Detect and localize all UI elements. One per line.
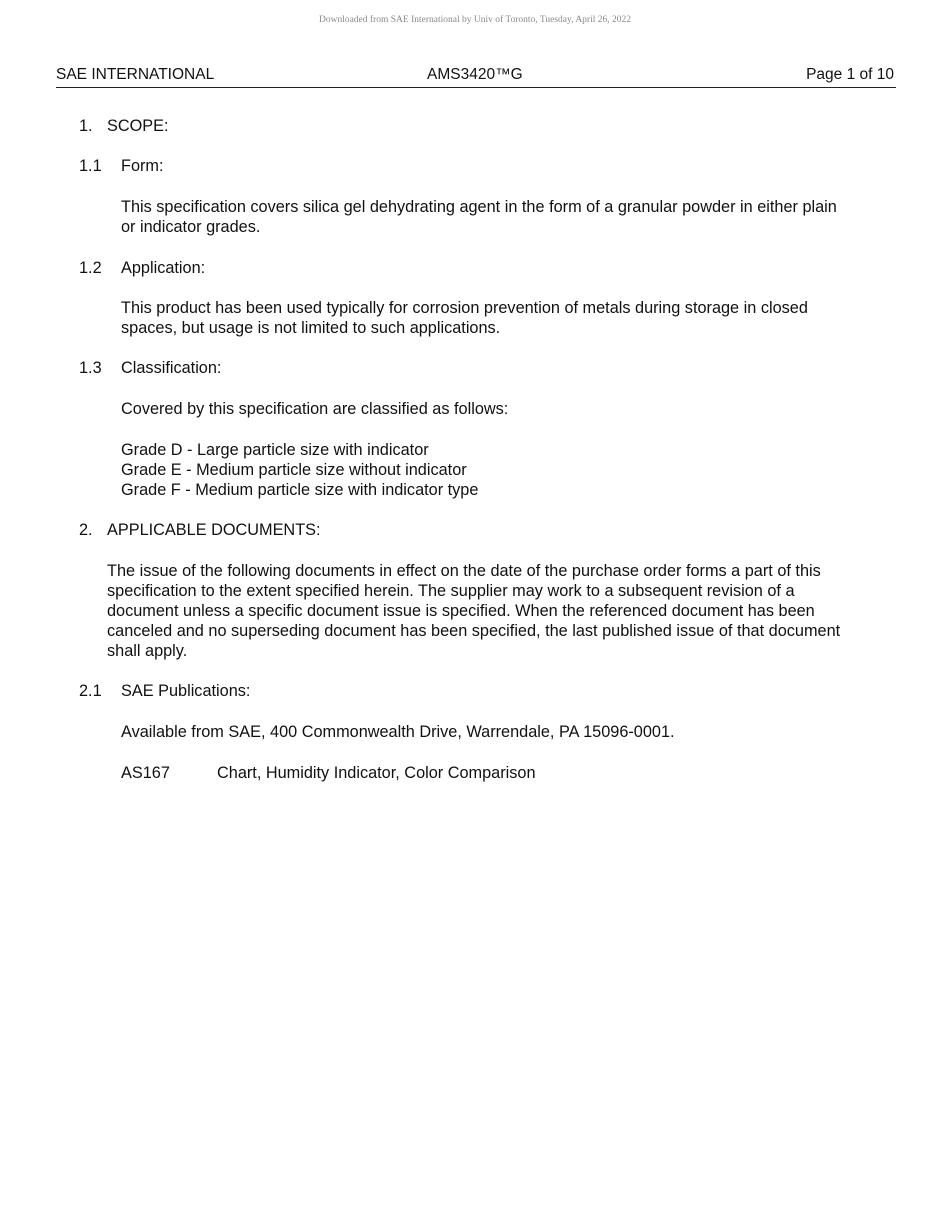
reference-code: AS167 [121,764,170,782]
section-2-1-availability: Available from SAE, 400 Commonwealth Drive, Warrendale, PA 15096-0001. [121,723,675,741]
header-organization: SAE INTERNATIONAL [56,66,215,83]
section-1-3-number: 1.3 [79,359,102,377]
section-2-text-line: canceled and no superseding document has been specified, the last published issue of that document [107,622,841,640]
section-1-2-number: 1.2 [79,259,102,277]
download-watermark: Downloaded from SAE International by Univ of Toronto, Tuesday, April 26, 2022 [318,15,631,25]
section-1-1-number: 1.1 [79,157,102,175]
section-1-1-title: Form: [121,157,164,175]
section-1-3-intro: Covered by this specification are classified as follows: [121,400,509,418]
section-2-number: 2. [79,521,93,539]
page-header [56,66,896,88]
section-1-1-text-line1: This specification covers silica gel dehydrating agent in the form of a granular powder in either plain [121,198,837,216]
grade-list-item: Grade E - Medium particle size without indicator [121,461,467,479]
section-1-3-title: Classification: [121,359,222,377]
section-1-title: SCOPE: [107,117,169,135]
grade-list-item: Grade D - Large particle size with indicator [121,441,429,459]
header-document-id: AMS3420™G [427,66,523,83]
reference-title: Chart, Humidity Indicator, Color Comparison [217,764,536,782]
section-2-text-line: specification to the extent specified herein. The supplier may work to a subsequent revision of a [107,582,795,600]
grade-list-item: Grade F - Medium particle size with indicator type [121,481,479,499]
header-page-number: Page 1 of 10 [806,66,894,83]
section-1-2-text-line1: This product has been used typically for corrosion prevention of metals during storage in closed [121,299,808,317]
section-1-1-text-line2: or indicator grades. [121,218,261,236]
section-2-text-line: The issue of the following documents in effect on the date of the purchase order forms a part of this [107,562,821,580]
section-2-text-line: document unless a specific document issue is specified. When the referenced document has been [107,602,815,620]
section-1-number: 1. [79,117,93,135]
section-2-1-title: SAE Publications: [121,682,251,700]
section-1-2-title: Application: [121,259,206,277]
section-1-2-text-line2: spaces, but usage is not limited to such applications. [121,319,501,337]
section-2-text-line: shall apply. [107,642,188,660]
section-2-title: APPLICABLE DOCUMENTS: [107,521,321,539]
section-2-1-number: 2.1 [79,682,102,700]
